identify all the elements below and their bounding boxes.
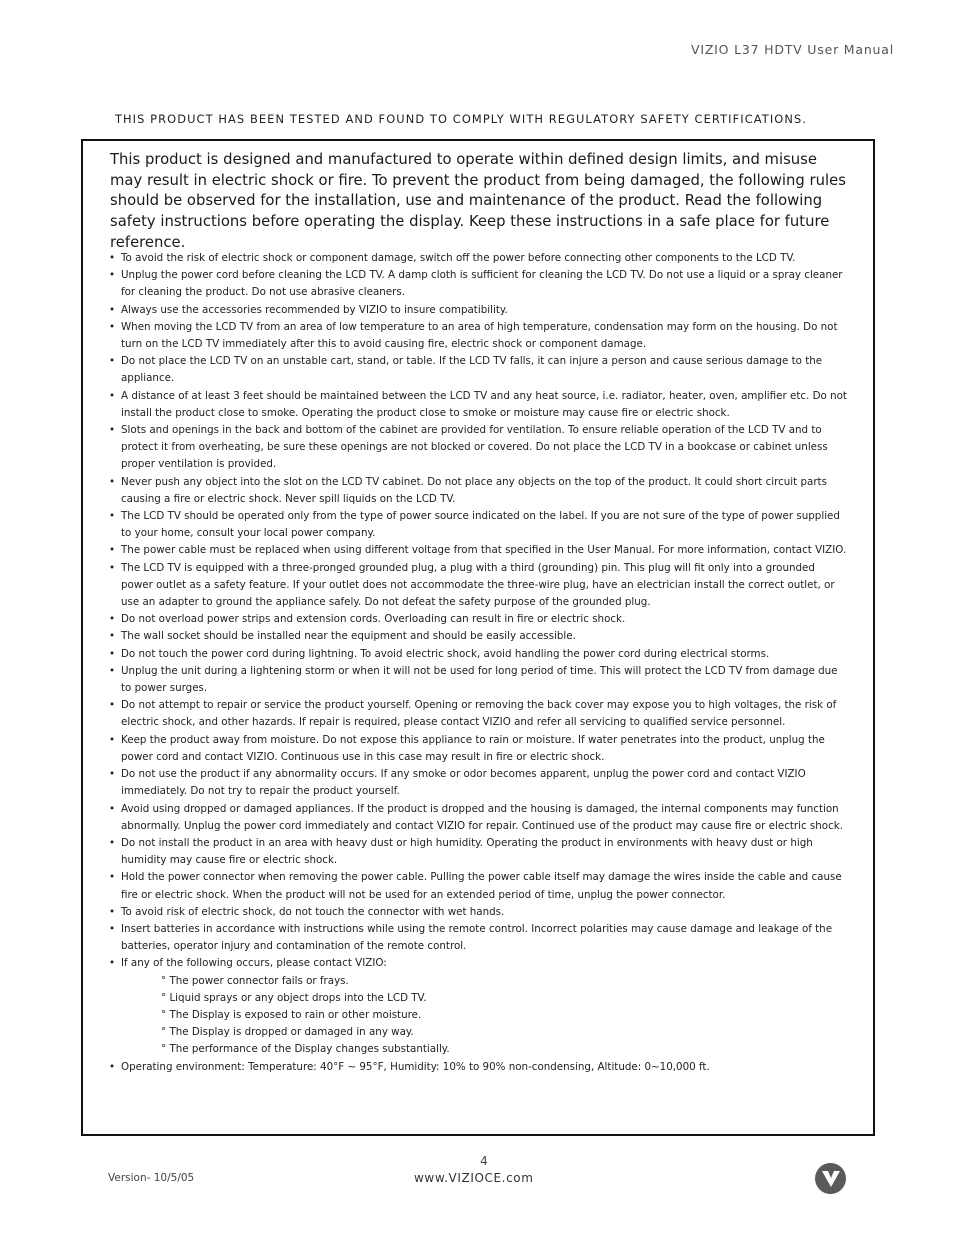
list-item [109,319,847,353]
list-item [109,835,847,869]
list-item [109,663,847,697]
list-item [109,542,847,559]
contact-conditions-list [121,973,847,1059]
sub-bullet-icon: ° [161,1043,167,1056]
rule-text: Do not install the product in an area with heavy dust or high humidity. Operating the product in environments with heavy dust or high humidity may cause fire or electric shock. [121,836,813,867]
rule-text: A distance of at least 3 feet should be maintained between the LCD TV and any heat source, i.e. radiator, heater, oven, amplifier etc. Do not install the product close to smoke. Operating the product close to smoke or moisture may cause fire or electric shock. [121,389,847,419]
safety-instructions-box [81,139,875,1136]
bullet-icon: • [109,303,116,316]
bullet-icon: • [109,424,116,437]
list-item [109,611,847,628]
bullet-icon: • [109,802,116,815]
rule-text: Unplug the power cord before cleaning the LCD TV. A damp cloth is sufficient for cleaning the LCD TV. Do not use a liquid or a spray cleaner for cleaning the product. Do not use abrasive cleaners. [121,269,843,299]
rule-text: Slots and openings in the back and bottom of the cabinet are provided for ventilation. To ensure reliable operation of the LCD TV and to protect it from overheating, be sure these openings are not blocked or covered. Do not place the LCD TV in a bookcase or cabinet unless proper ventilation is provided. [121,424,828,471]
rule-text: Do not attempt to repair or service the product yourself. Opening or removing the back cover may expose you to high voltages, the risk of electric shock, and other hazards. If repair is required, please contact VIZIO and refer all servicing to qualified service personnel. [121,699,837,729]
list-item [109,267,847,301]
rule-text: Do not overload power strips and extension cords. Overloading can result in fire or electric shock. [121,613,626,626]
sub-list-item [161,1007,847,1024]
list-item [109,388,847,422]
sub-bullet-icon: ° [161,1026,167,1039]
list-item [109,766,847,800]
intro-paragraph: This product is designed and manufactured to operate within defined design limits, and misuse may result in electric shock or fire. To prevent the product from being damaged, the following rules should be observed for the installation, use and maintenance of the product. Read the following safety instructions before operating the display. Keep these instructions in a safe place for future reference. [110,151,846,251]
list-item [109,560,847,612]
bullet-icon: • [109,768,116,781]
safety-rules-list [109,250,847,1076]
bullet-icon: • [109,613,116,626]
sub-rule-text: The performance of the Display changes substantially. [169,1043,450,1056]
list-item [109,250,847,267]
sub-list-item [161,973,847,990]
rule-text: The LCD TV should be operated only from the type of power source indicated on the label. If you are not sure of the type of power supplied to your home, consult your local power company. [121,510,840,540]
bullet-icon: • [109,269,116,282]
rule-text: When moving the LCD TV from an area of low temperature to an area of high temperature, condensation may form on the housing. Do not turn on the LCD TV immediately after this to avoid causing fire, electric shock or component damage. [121,320,838,351]
list-item [109,904,847,921]
list-item [109,697,847,731]
rule-text: To avoid risk of electric shock, do not touch the connector with wet hands. [121,905,505,918]
bullet-icon: • [109,475,116,488]
bullet-icon: • [109,320,116,333]
vizio-v-icon [821,1170,841,1188]
page-number: 4 [480,1154,488,1168]
sub-rule-text: Liquid sprays or any object drops into the LCD TV. [169,991,427,1004]
rule-text: Keep the product away from moisture. Do not expose this appliance to rain or moisture. If water penetrates into the product, unplug the power cord and contact VIZIO. Continuous use in this case may result in fire or electric shock. [121,733,825,763]
bullet-icon: • [109,355,116,368]
list-item [109,869,847,903]
sub-bullet-icon: ° [161,974,167,987]
rule-text: Avoid using dropped or damaged appliances. If the product is dropped and the housing is damaged, the internal components may function abnormally. Unplug the power cord immediately and contact VIZIO for repair. Continued use of the product may cause fire or electric shock. [121,802,844,832]
sub-rule-text: The Display is exposed to rain or other moisture. [169,1008,422,1021]
list-item [109,732,847,766]
vizio-logo-icon [815,1163,846,1194]
bullet-icon: • [109,561,116,574]
bullet-icon: • [109,544,116,557]
bullet-icon: • [109,510,116,523]
sub-rule-text: The Display is dropped or damaged in any way. [169,1026,414,1039]
bullet-icon: • [109,871,116,884]
list-item [109,646,847,663]
rule-text: The power cable must be replaced when using different voltage from that specified in the User Manual. For more information, contact VIZIO. [121,544,847,557]
list-item [109,422,847,474]
bullet-icon: • [109,836,116,849]
rule-text: Never push any object into the slot on the LCD TV cabinet. Do not place any objects on the top of the product. It could short circuit parts causing a fire or electric shock. Never spill liquids on the LCD TV. [121,475,827,505]
bullet-icon: • [109,630,116,643]
rule-text: The LCD TV is equipped with a three-pronged grounded plug, a plug with a third (grounding) pin. This plug will fit only into a grounded power outlet as a safety feature. If your outlet does not accommodate the three-wire plug, have an electrician install the correct outlet, or use an adapter to ground the appliance safely. Do not defeat the safety purpose of the grounded plug. [121,561,835,609]
bullet-icon: • [109,1060,116,1073]
rule-text: Do not use the product if any abnormality occurs. If any smoke or odor becomes apparent, unplug the power cord and contact VIZIO immediately. Do not try to repair the product yourself. [121,768,806,798]
rule-text: Insert batteries in accordance with instructions while using the remote control. Incorrect polarities may cause damage and leakage of the batteries, operator injury and contamination of the remote control. [121,922,833,953]
list-item [109,508,847,542]
sub-bullet-icon: ° [161,1008,167,1021]
list-item [109,353,847,387]
sub-list-item [161,1024,847,1041]
bullet-icon: • [109,957,116,970]
rule-text: To avoid the risk of electric shock or component damage, switch off the power before connecting other components to the LCD TV. [121,252,796,264]
rule-text: The wall socket should be installed near the equipment and should be easily accessible. [121,630,576,643]
rule-text: Unplug the unit during a lightening storm or when it will not be used for long period of time. This will protect the LCD TV from damage due to power surges. [121,664,838,695]
sub-list-item [161,990,847,1007]
rule-text: Always use the accessories recommended by VIZIO to insure compatibility. [121,303,508,316]
version-label: Version- 10/5/05 [108,1172,195,1184]
website-link[interactable]: www.VIZIOCE.com [414,1171,534,1185]
header-title: VIZIO L37 HDTV User Manual [690,42,894,57]
bullet-icon: • [109,664,116,677]
sub-rule-text: The power connector fails or frays. [169,974,349,987]
sub-list-item [161,1041,847,1058]
bullet-icon: • [109,252,116,264]
bullet-icon: • [109,905,116,918]
rule-text: If any of the following occurs, please contact VIZIO: [121,957,387,970]
bullet-icon: • [109,922,116,935]
rule-text: Do not place the LCD TV on an unstable cart, stand, or table. If the LCD TV falls, it can injure a person and cause serious damage to the appliance. [121,355,823,385]
list-item [109,302,847,319]
list-item [109,921,847,955]
sub-bullet-icon: ° [161,991,167,1004]
bullet-icon: • [109,733,116,746]
rule-text: Do not touch the power cord during lightning. To avoid electric shock, avoid handling the power cord during electrical storms. [121,647,770,660]
rule-text: Operating environment: Temperature: 40°F ~ 95°F, Humidity: 10% to 90% non-condensing, Altitude: 0~10,000 ft. [121,1060,710,1073]
rule-text: Hold the power connector when removing the power cable. Pulling the power cable itself may damage the wires inside the cable and cause fire or electric shock. When the product will not be used for an extended period of time, unplug the power connector. [121,871,842,901]
list-item [109,1059,847,1076]
list-item [109,628,847,645]
compliance-notice: THIS PRODUCT HAS BEEN TESTED AND FOUND TO COMPLY WITH REGULATORY SAFETY CERTIFICATIONS. [114,112,808,126]
list-item [109,474,847,508]
bullet-icon: • [109,699,116,712]
bullet-icon: • [109,389,116,402]
bullet-icon: • [109,647,116,660]
list-item [109,801,847,835]
list-item [109,955,847,1058]
